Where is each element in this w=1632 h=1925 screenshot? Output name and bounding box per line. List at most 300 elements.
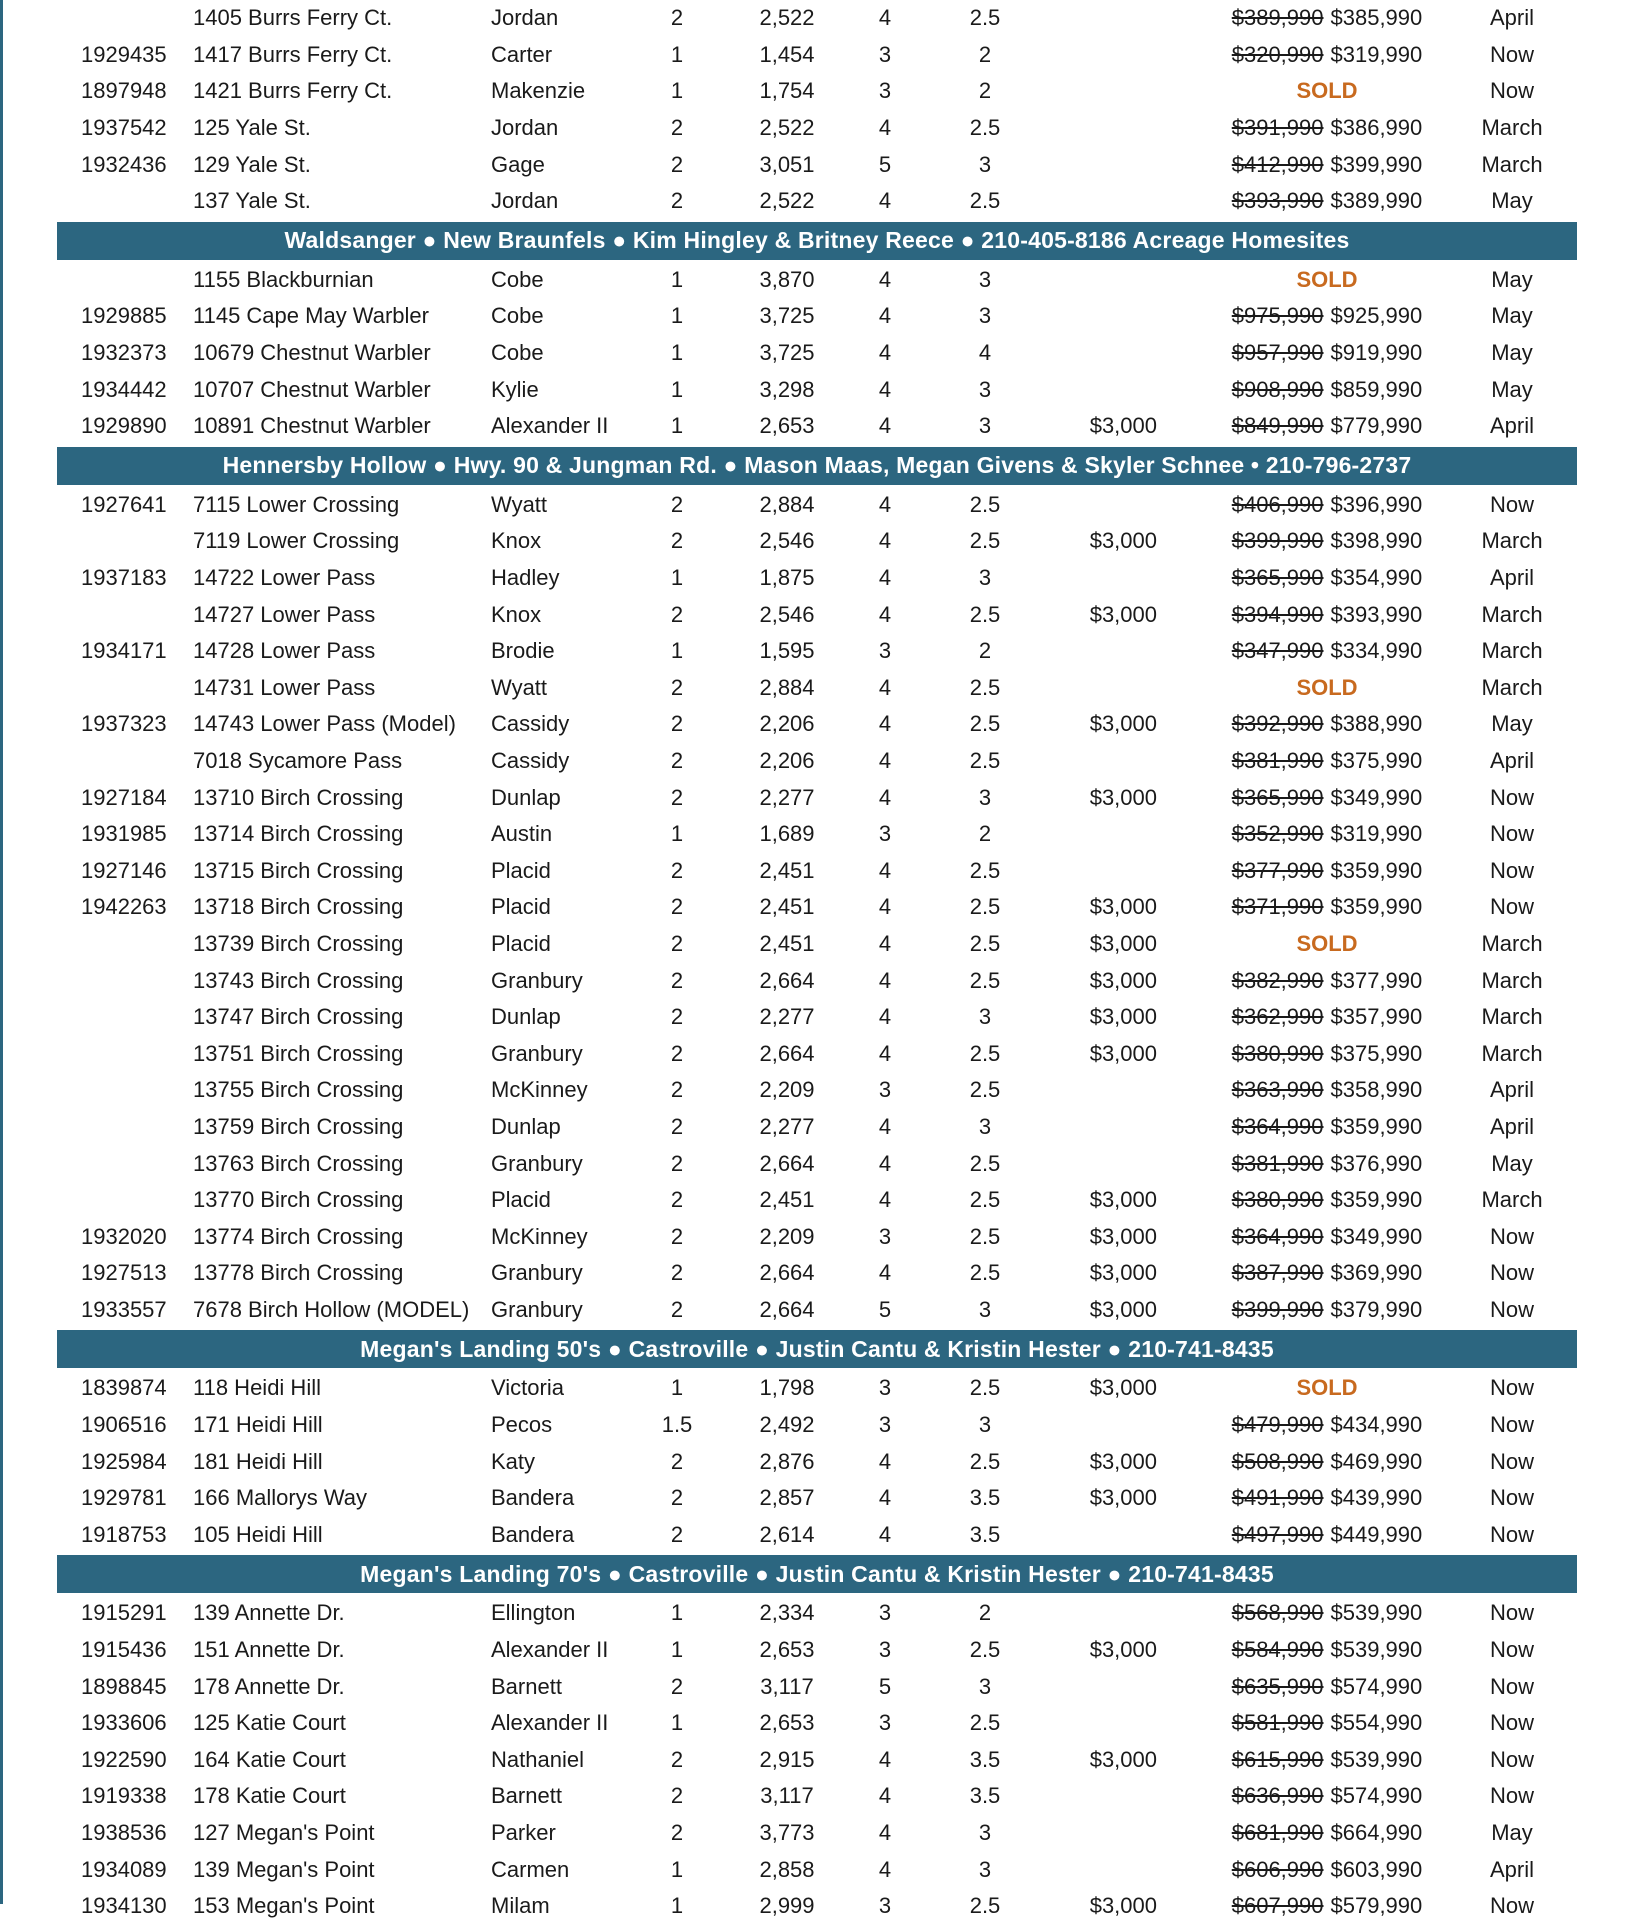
mls-number: 1927184	[81, 784, 167, 810]
incentive	[1067, 1517, 1157, 1554]
stories: 1	[670, 1637, 684, 1663]
address: 10707 Chestnut Warbler	[193, 376, 431, 402]
availability: May	[1491, 376, 1533, 402]
bathrooms: 3	[978, 413, 992, 439]
incentive: $3,000	[1089, 1296, 1157, 1322]
bathrooms: 2.5	[969, 5, 1001, 31]
availability: Now	[1489, 1412, 1534, 1438]
listing-row	[57, 146, 1577, 183]
plan-name: Cassidy	[491, 711, 570, 737]
availability: Now	[1489, 1637, 1534, 1663]
incentive: $3,000	[1089, 1893, 1157, 1919]
bathrooms: 2	[978, 1600, 992, 1626]
price	[1177, 487, 1477, 524]
mls-number: 1929781	[81, 1485, 167, 1511]
listing-row	[57, 1109, 1577, 1146]
mls-number: 1932373	[81, 340, 167, 366]
bathrooms: 3.5	[969, 1485, 1001, 1511]
original-price: $364,990	[1231, 1113, 1324, 1139]
original-price: $362,990	[1231, 1004, 1324, 1030]
address: 1145 Cape May Warbler	[193, 303, 429, 329]
plan-name: Victoria	[491, 1375, 564, 1401]
original-price: $584,990	[1231, 1637, 1324, 1663]
price	[1177, 1480, 1477, 1517]
availability: May	[1491, 340, 1533, 366]
bedrooms: 4	[878, 5, 892, 31]
address: 118 Heidi Hill	[193, 1375, 321, 1401]
incentive	[1067, 560, 1157, 597]
availability: March	[1481, 1187, 1543, 1213]
original-price: $380,990	[1231, 1040, 1324, 1066]
listing-row	[57, 1632, 1577, 1669]
square-feet: 2,546	[759, 601, 815, 627]
mls-number: 1929435	[81, 41, 167, 67]
bedrooms: 4	[878, 784, 892, 810]
stories: 1	[670, 1600, 684, 1626]
current-price: $376,990	[1330, 1150, 1423, 1176]
listing-row	[57, 1370, 1577, 1407]
bathrooms: 3	[978, 151, 992, 177]
availability: March	[1481, 115, 1543, 141]
availability: Now	[1489, 1600, 1534, 1626]
plan-name: Wyatt	[491, 491, 548, 517]
current-price: $354,990	[1330, 565, 1423, 591]
price	[1177, 560, 1477, 597]
price	[1177, 1443, 1477, 1480]
square-feet: 2,884	[759, 674, 815, 700]
stories: 1	[670, 1856, 684, 1882]
stories: 2	[670, 894, 684, 920]
bathrooms: 2.5	[969, 115, 1001, 141]
address: 171 Heidi Hill	[193, 1412, 323, 1438]
price	[1177, 1072, 1477, 1109]
bathrooms: 2.5	[969, 1375, 1001, 1401]
address: 137 Yale St.	[193, 188, 311, 214]
square-feet: 3,773	[759, 1820, 815, 1846]
bathrooms: 2.5	[969, 674, 1001, 700]
sold-badge: SOLD	[1296, 78, 1358, 104]
current-price: $349,990	[1330, 1223, 1423, 1249]
plan-name: Makenzie	[491, 78, 586, 104]
bedrooms: 4	[878, 1746, 892, 1772]
price	[1177, 371, 1477, 408]
square-feet: 2,206	[759, 711, 815, 737]
square-feet: 2,206	[759, 747, 815, 773]
plan-name: Kylie	[491, 376, 539, 402]
mls-number: 1839874	[81, 1375, 167, 1401]
original-price: $387,990	[1231, 1260, 1324, 1286]
address: 139 Annette Dr.	[193, 1600, 345, 1626]
bathrooms: 3	[978, 565, 992, 591]
square-feet: 2,664	[759, 1260, 815, 1286]
listing-row	[57, 852, 1577, 889]
bedrooms: 4	[878, 711, 892, 737]
address: 181 Heidi Hill	[193, 1448, 323, 1474]
stories: 2	[670, 967, 684, 993]
current-price: $334,990	[1330, 638, 1423, 664]
incentive	[1067, 1072, 1157, 1109]
plan-name: Cassidy	[491, 747, 570, 773]
bathrooms: 2.5	[969, 857, 1001, 883]
address: 1417 Burrs Ferry Ct.	[193, 41, 393, 67]
mls-number: 1934442	[81, 376, 167, 402]
incentive	[1067, 183, 1157, 220]
bedrooms: 3	[878, 638, 892, 664]
incentive	[1067, 1595, 1157, 1632]
listing-row	[57, 670, 1577, 707]
square-feet: 1,454	[759, 41, 815, 67]
address: 13714 Birch Crossing	[193, 821, 404, 847]
mls-number: 1932020	[81, 1223, 167, 1249]
address: 13751 Birch Crossing	[193, 1040, 404, 1066]
price	[1177, 1742, 1477, 1779]
listing-row	[57, 523, 1577, 560]
community-banner: Megan's Landing 70's ● Castroville ● Justin Cantu & Kristin Hester ● 210-741-8435	[57, 1555, 1577, 1593]
square-feet: 2,614	[759, 1521, 815, 1547]
mls-number: 1937183	[81, 565, 167, 591]
mls-number: 1931985	[81, 821, 167, 847]
stories: 2	[670, 1040, 684, 1066]
plan-name: Milam	[491, 1893, 550, 1919]
incentive: $3,000	[1089, 1260, 1157, 1286]
square-feet: 1,595	[759, 638, 815, 664]
availability: Now	[1489, 1296, 1534, 1322]
stories: 1	[670, 340, 684, 366]
incentive: $3,000	[1089, 1637, 1157, 1663]
square-feet: 3,870	[759, 266, 815, 292]
current-price: $388,990	[1330, 711, 1423, 737]
current-price: $357,990	[1330, 1004, 1423, 1030]
availability: Now	[1489, 894, 1534, 920]
bathrooms: 4	[978, 340, 992, 366]
address: 151 Annette Dr.	[193, 1637, 345, 1663]
address: 10679 Chestnut Warbler	[193, 340, 431, 366]
availability: May	[1491, 1150, 1533, 1176]
original-price: $365,990	[1231, 565, 1324, 591]
community-banner: Waldsanger ● New Braunfels ● Kim Hingley & Britney Reece ● 210-405-8186 Acreage Homesites	[57, 222, 1577, 260]
bathrooms: 2.5	[969, 528, 1001, 554]
square-feet: 2,451	[759, 930, 815, 956]
square-feet: 3,725	[759, 303, 815, 329]
listing-row	[57, 1072, 1577, 1109]
availability: March	[1481, 638, 1543, 664]
incentive: $3,000	[1089, 601, 1157, 627]
price	[1177, 0, 1477, 37]
address: 13774 Birch Crossing	[193, 1223, 404, 1249]
incentive: $3,000	[1089, 1040, 1157, 1066]
current-price: $439,990	[1330, 1485, 1423, 1511]
price	[1177, 262, 1477, 299]
availability: Now	[1489, 1375, 1534, 1401]
stories: 2	[670, 1448, 684, 1474]
original-price: $381,990	[1231, 747, 1324, 773]
original-price: $352,990	[1231, 821, 1324, 847]
plan-name: Gage	[491, 151, 545, 177]
availability: March	[1481, 967, 1543, 993]
mls-number: 1933606	[81, 1710, 167, 1736]
plan-name: Cobe	[491, 266, 544, 292]
bathrooms: 2.5	[969, 967, 1001, 993]
price	[1177, 1292, 1477, 1329]
stories: 1	[670, 303, 684, 329]
mls-number: 1934089	[81, 1856, 167, 1882]
bathrooms: 3	[978, 1004, 992, 1030]
original-price: $392,990	[1231, 711, 1324, 737]
price	[1177, 110, 1477, 147]
square-feet: 2,209	[759, 1077, 815, 1103]
address: 7018 Sycamore Pass	[193, 747, 403, 773]
stories: 1	[670, 266, 684, 292]
availability: Now	[1489, 1448, 1534, 1474]
original-price: $635,990	[1231, 1673, 1324, 1699]
current-price: $539,990	[1330, 1637, 1423, 1663]
bedrooms: 4	[878, 303, 892, 329]
stories: 1	[670, 78, 684, 104]
current-price: $359,990	[1330, 857, 1423, 883]
incentive	[1067, 262, 1157, 299]
price	[1177, 1035, 1477, 1072]
availability: May	[1491, 711, 1533, 737]
original-price: $377,990	[1231, 857, 1324, 883]
mls-number: 1915291	[81, 1600, 167, 1626]
price	[1177, 1517, 1477, 1554]
square-feet: 2,451	[759, 1187, 815, 1213]
square-feet: 2,664	[759, 1296, 815, 1322]
plan-name: Barnett	[491, 1783, 562, 1809]
incentive: $3,000	[1089, 528, 1157, 554]
incentive	[1067, 73, 1157, 110]
price	[1177, 596, 1477, 633]
plan-name: Granbury	[491, 967, 583, 993]
incentive	[1067, 371, 1157, 408]
original-price: $365,990	[1231, 784, 1324, 810]
bathrooms: 3	[978, 376, 992, 402]
plan-name: Carter	[491, 41, 553, 67]
square-feet: 2,653	[759, 1637, 815, 1663]
availability: March	[1481, 1004, 1543, 1030]
availability: March	[1481, 151, 1543, 177]
incentive	[1067, 298, 1157, 335]
plan-name: Alexander II	[491, 413, 609, 439]
availability: May	[1491, 303, 1533, 329]
address: 13755 Birch Crossing	[193, 1077, 404, 1103]
address: 14731 Lower Pass	[193, 674, 376, 700]
price	[1177, 146, 1477, 183]
listing-row	[57, 1035, 1577, 1072]
listing-row	[57, 487, 1577, 524]
bedrooms: 4	[878, 601, 892, 627]
price	[1177, 1778, 1477, 1815]
original-price: $412,990	[1231, 151, 1324, 177]
incentive	[1067, 1109, 1157, 1146]
original-price: $581,990	[1231, 1710, 1324, 1736]
incentive	[1067, 743, 1157, 780]
plan-name: Jordan	[491, 5, 559, 31]
current-price: $359,990	[1330, 894, 1423, 920]
mls-number: 1922590	[81, 1746, 167, 1772]
stories: 1	[670, 413, 684, 439]
bedrooms: 5	[878, 1296, 892, 1322]
address: 14727 Lower Pass	[193, 601, 376, 627]
square-feet: 2,653	[759, 413, 815, 439]
bedrooms: 4	[878, 1856, 892, 1882]
address: 13710 Birch Crossing	[193, 784, 404, 810]
stories: 2	[670, 1004, 684, 1030]
bedrooms: 3	[878, 1893, 892, 1919]
address: 13770 Birch Crossing	[193, 1187, 404, 1213]
bedrooms: 4	[878, 894, 892, 920]
stories: 2	[670, 1150, 684, 1176]
incentive: $3,000	[1089, 1223, 1157, 1249]
mls-number: 1919338	[81, 1783, 167, 1809]
stories: 2	[670, 1673, 684, 1699]
stories: 2	[670, 1187, 684, 1213]
plan-name: Dunlap	[491, 784, 561, 810]
bathrooms: 2.5	[969, 1260, 1001, 1286]
current-price: $574,990	[1330, 1673, 1423, 1699]
stories: 2	[670, 1820, 684, 1846]
mls-number: 1938536	[81, 1820, 167, 1846]
current-price: $779,990	[1330, 413, 1423, 439]
address: 7119 Lower Crossing	[193, 528, 400, 554]
square-feet: 2,492	[759, 1412, 815, 1438]
plan-name: Placid	[491, 930, 551, 956]
square-feet: 2,664	[759, 967, 815, 993]
plan-name: Alexander II	[491, 1637, 609, 1663]
stories: 1	[670, 1375, 684, 1401]
listing-row	[57, 560, 1577, 597]
listing-row	[57, 37, 1577, 74]
listing-row	[57, 926, 1577, 963]
original-price: $681,990	[1231, 1820, 1324, 1846]
incentive	[1067, 1815, 1157, 1852]
listing-row	[57, 1407, 1577, 1444]
original-price: $347,990	[1231, 638, 1324, 664]
plan-name: Bandera	[491, 1485, 575, 1511]
listing-row	[57, 1778, 1577, 1815]
stories: 2	[670, 1783, 684, 1809]
listing-row	[57, 1255, 1577, 1292]
current-price: $369,990	[1330, 1260, 1423, 1286]
plan-name: Carmen	[491, 1856, 570, 1882]
availability: Now	[1489, 1260, 1534, 1286]
square-feet: 2,334	[759, 1600, 815, 1626]
address: 13747 Birch Crossing	[193, 1004, 404, 1030]
bedrooms: 3	[878, 1600, 892, 1626]
square-feet: 2,876	[759, 1448, 815, 1474]
current-price: $389,990	[1330, 188, 1423, 214]
stories: 2	[670, 151, 684, 177]
bedrooms: 5	[878, 1673, 892, 1699]
bathrooms: 2.5	[969, 1893, 1001, 1919]
incentive	[1067, 335, 1157, 372]
address: 13718 Birch Crossing	[193, 894, 404, 920]
price	[1177, 37, 1477, 74]
plan-name: Placid	[491, 894, 551, 920]
plan-name: Pecos	[491, 1412, 553, 1438]
plan-name: Cobe	[491, 340, 544, 366]
bathrooms: 2.5	[969, 1710, 1001, 1736]
bedrooms: 3	[878, 78, 892, 104]
bedrooms: 5	[878, 151, 892, 177]
listing-row	[57, 816, 1577, 853]
price	[1177, 1595, 1477, 1632]
current-price: $375,990	[1330, 747, 1423, 773]
original-price: $606,990	[1231, 1856, 1324, 1882]
listing-row	[57, 110, 1577, 147]
current-price: $449,990	[1330, 1521, 1423, 1547]
bedrooms: 3	[878, 1710, 892, 1736]
plan-name: Granbury	[491, 1040, 583, 1066]
square-feet: 2,522	[759, 188, 815, 214]
availability: May	[1491, 266, 1533, 292]
mls-number: 1925984	[81, 1448, 167, 1474]
address: 13763 Birch Crossing	[193, 1150, 404, 1176]
address: 153 Megan's Point	[193, 1893, 375, 1919]
price	[1177, 1109, 1477, 1146]
address: 13778 Birch Crossing	[193, 1260, 404, 1286]
plan-name: Granbury	[491, 1150, 583, 1176]
mls-number: 1937323	[81, 711, 167, 737]
bedrooms: 4	[878, 413, 892, 439]
original-price: $615,990	[1231, 1746, 1324, 1772]
availability: April	[1489, 565, 1534, 591]
original-price: $406,990	[1231, 491, 1324, 517]
bedrooms: 4	[878, 376, 892, 402]
listing-row	[57, 1480, 1577, 1517]
mls-number: 1932436	[81, 151, 167, 177]
bedrooms: 4	[878, 1260, 892, 1286]
availability: Now	[1489, 1746, 1534, 1772]
bathrooms: 2.5	[969, 747, 1001, 773]
listing-row	[57, 1517, 1577, 1554]
plan-name: Placid	[491, 857, 551, 883]
sold-badge: SOLD	[1296, 674, 1358, 700]
incentive: $3,000	[1089, 894, 1157, 920]
bedrooms: 4	[878, 1040, 892, 1066]
availability: Now	[1489, 78, 1534, 104]
stories: 1.5	[661, 1412, 693, 1438]
plan-name: Wyatt	[491, 674, 548, 700]
current-price: $359,990	[1330, 1113, 1423, 1139]
stories: 2	[670, 528, 684, 554]
mls-number: 1929885	[81, 303, 167, 329]
square-feet: 2,451	[759, 894, 815, 920]
bedrooms: 4	[878, 1820, 892, 1846]
price	[1177, 1370, 1477, 1407]
incentive: $3,000	[1089, 413, 1157, 439]
stories: 1	[670, 1893, 684, 1919]
bathrooms: 2.5	[969, 894, 1001, 920]
current-price: $358,990	[1330, 1077, 1423, 1103]
bedrooms: 4	[878, 115, 892, 141]
square-feet: 2,209	[759, 1223, 815, 1249]
plan-name: Barnett	[491, 1673, 562, 1699]
availability: March	[1481, 1040, 1543, 1066]
plan-name: Brodie	[491, 638, 555, 664]
bedrooms: 4	[878, 491, 892, 517]
availability: May	[1491, 188, 1533, 214]
community-banner: Hennersby Hollow ● Hwy. 90 & Jungman Rd. ● Mason Maas, Megan Givens & Skyler Schnee • 210-796-2737	[57, 447, 1577, 485]
plan-name: Cobe	[491, 303, 544, 329]
plan-name: Granbury	[491, 1296, 583, 1322]
stories: 2	[670, 1077, 684, 1103]
bathrooms: 2.5	[969, 1223, 1001, 1249]
listing-row	[57, 999, 1577, 1036]
price	[1177, 670, 1477, 707]
price	[1177, 1815, 1477, 1852]
mls-number: 1927641	[81, 491, 167, 517]
